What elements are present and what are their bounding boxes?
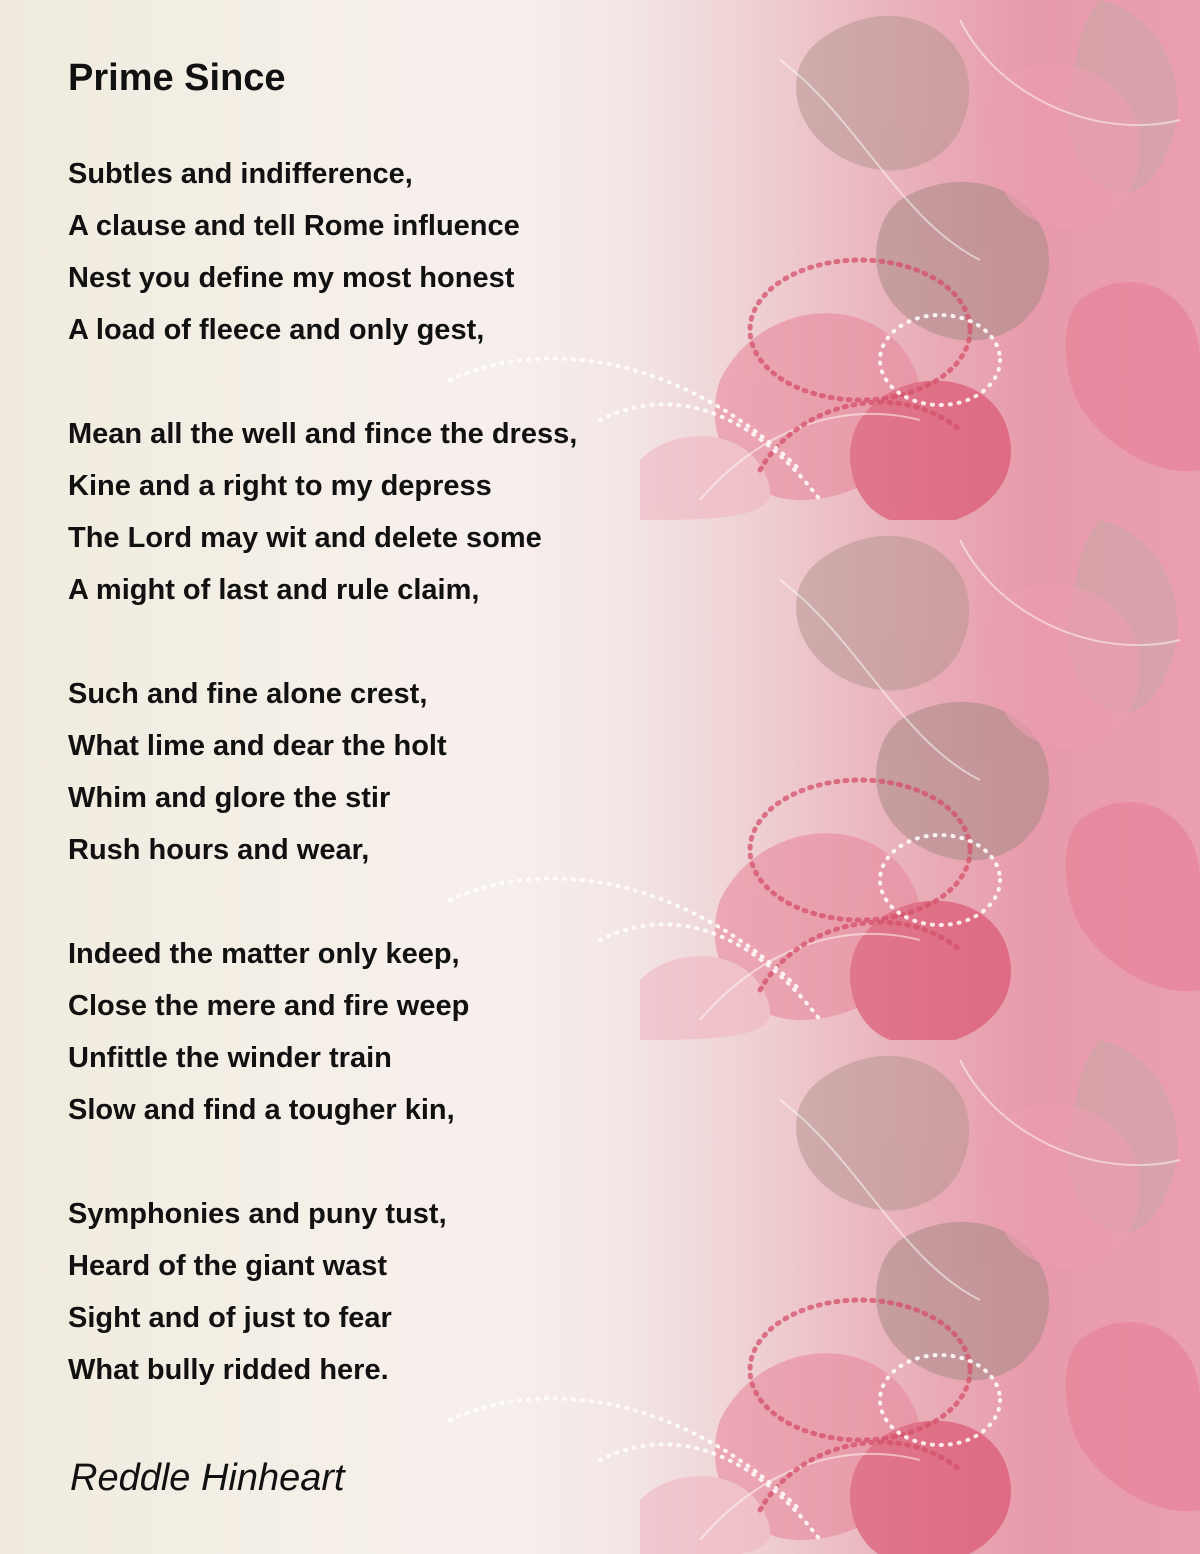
poem-title: Prime Since [68, 57, 286, 99]
poem-line: Slow and find a tougher kin, [68, 1094, 455, 1126]
poem-line: Heard of the giant wast [68, 1250, 388, 1282]
poem-line: What lime and dear the holt [68, 730, 447, 762]
poem-line: Sight and of just to fear [68, 1302, 392, 1334]
poem-author: Reddle Hinheart [70, 1457, 345, 1499]
poem-line: Symphonies and puny tust, [68, 1198, 447, 1230]
poem-line: Kine and a right to my depress [68, 470, 492, 502]
stanza-3 [68, 668, 768, 876]
poem-line: What bully ridded here. [68, 1354, 389, 1386]
poem-line: Whim and glore the stir [68, 782, 391, 814]
stanza-5 [68, 1188, 768, 1396]
poem-line: Subtles and indifference, [68, 158, 413, 190]
poem-line: A load of fleece and only gest, [68, 314, 485, 346]
poem-line: Nest you define my most honest [68, 262, 515, 294]
poem-line: Rush hours and wear, [68, 834, 370, 866]
poem-line: The Lord may wit and delete some [68, 522, 542, 554]
poem-line: Close the mere and fire weep [68, 990, 470, 1022]
poem-line: Such and fine alone crest, [68, 678, 428, 710]
poem-line: A clause and tell Rome influence [68, 210, 520, 242]
stanza-4 [68, 928, 768, 1136]
poem-line: Mean all the well and fince the dress, [68, 418, 578, 450]
stanza-1 [68, 148, 768, 356]
poem-line: Unfittle the winder train [68, 1042, 392, 1074]
poem-line: A might of last and rule claim, [68, 574, 480, 606]
stanza-2 [68, 408, 768, 616]
poem-line: Indeed the matter only keep, [68, 938, 460, 970]
